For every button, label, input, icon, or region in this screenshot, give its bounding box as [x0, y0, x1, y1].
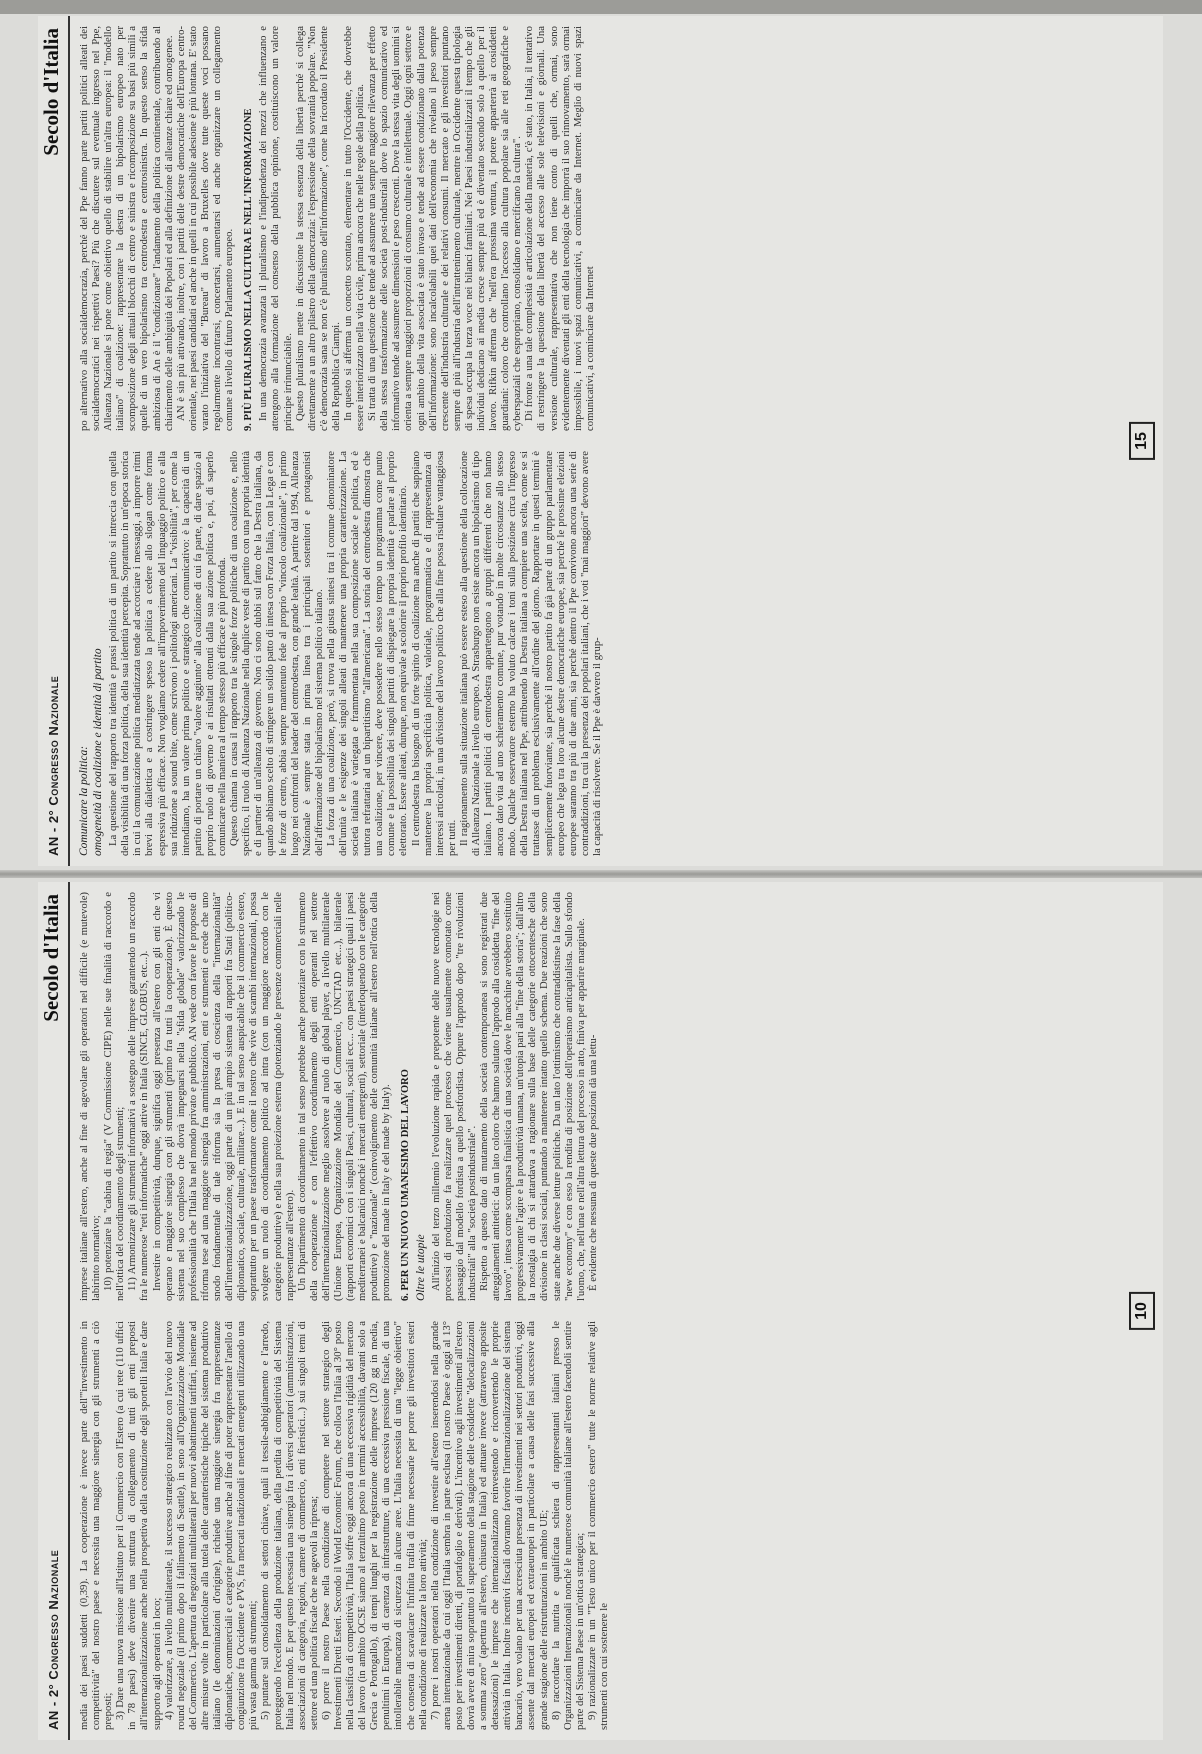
paragraph: 6) porre il nostro Paese nella condizione di competere nel settore strategico degli Investimenti Diretti Esteri. Secondo il World Economic Forum, che colloca l'Italia al 30° posto nella classifica di competitività, l'Italia soffre oggi ancora di una eccessiva rigidità del mercato del lavoro (in ambito OCSE siamo al terzultimo posto in termini accessibilità, davanti solo a Grecia e Portogallo), di tempi lunghi per la registrazione delle imprese (120 gg in media, penultimi in Europa), di carenza di infrastrutture, di una eccessiva pressione fiscale, di una intollerabile mancanza di sicurezza in alcune aree. L'Italia necessita di una "legge obiettivo" che consenta di scavalcare l'infinita trafila di firme necessarie per porre gli investitori esteri nella condizione di realizzare la loro attività; [319, 1321, 429, 1730]
congress-header: AN - 2° Congresso Nazionale [46, 675, 61, 856]
paragraph: In questo si afferma un concetto scontato, elementare in tutto l'Occidente, che dovrebbe essere interiorizzato nella vita civile, prima ancora che nelle regole della politica. [341, 26, 367, 431]
section-heading: 9. PIÙ PLURALISMO NELLA CULTURA E NELL'INFORMAZIONE [243, 108, 255, 431]
newspaper-title: Secolo d'Italia [39, 894, 63, 1022]
paragraph: AN è sin più attivando, inoltre, con i partiti delle destre democratiche dell'Europa centro-orientale, nei paesi candidati ed anche in quelli in cui possibile adesione è più lontana. E' stato varato l'iniziativa del "Bureau" di lavoro a Bruxelles dove tutte queste voci possano regolarmente incontrarsi, concertarsi, aumentarsi ed anche organizzare un collegamento comune a livello di futuro Parlamento europeo. [174, 26, 236, 431]
newspaper-title: Secolo d'Italia [39, 28, 63, 156]
paragraph: 5) puntare sul consolidamento di settori chiave, quali il tessile-abbigliamento e l'arredo, proteggendo l'eccellenza della produzione italiana, della perdita di competitività del Sistema Italia nel mondo. E per questo necessaria una sinergia fra i diversi operatori (amministrazioni, associazioni di categoria, regioni, camere di commercio, enti fieristici...) sui singoli temi di settore ed una politica fiscale che ne agevoli la ripresa; [259, 1321, 320, 1730]
paragraph: Rispetto a questo dato di mutamento della società contemporanea si sono registrati due atteggiamenti antitetici: da un lato coloro che hanno salutato l'approdo alla cosiddetta "fine del lavoro", intesa come scomparsa finalistica di una società dove le macchine avrebbero sostituito progressivamente l'agire e la produttività umana, un'utopia pari alla "fine della storia"; dall'altro la nostalgia di chi si attardava a ragionare sulla base delle categorie ottocentesche della divisione in classi sociali, puntando a mantenere intatto quello schema. Due reazioni che sono state anche due diverse letture politiche. Da un lato l'ottimismo che contraddistinse la fase della "new economy" e con esso la rendita di posizione dell'operaismo anticapitalista. Sullo sfondo l'uomo, che, nell'una e nell'altra lettura del processo in atto, finiva per apparire marginale. [478, 892, 587, 1301]
paragraph: Il centrodestra ha bisogno di un forte spirito di coalizione ma anche di partiti che sappiano mantenere la propria specificità politica, valoriale, programmatica e di rappresentanza di interessi articolati, in una divisione del lavoro politico che alla fine possa risultare vantaggiosa per tutti. [409, 451, 458, 856]
paragraph: In una democrazia avanzata il pluralismo e l'indipendenza dei mezzi che influenzano e attengono alla formazione del consenso della pubblica opinione, costituiscono un valore principe irrinunciabile. [257, 26, 294, 431]
paragraph: 11) Armonizzare gli strumenti informativi a sostegno delle imprese garantendo un raccordo fra le numerose "reti informatiche" oggi attive in Italia (SINCE, GLOBUS, etc...). [126, 892, 151, 1301]
page-header [38, 16, 70, 866]
column-1 [78, 451, 1113, 856]
paragraph: 7) porre i nostri operatori nella condizione di investire all'estero inserendosi nella grande arena internazionale da cui oggi l'Italia sembra in parte esclusa (il nostro Paese è oggi al 13° posto per investimenti diretti, di portafoglio e derivati). L'incentivo agli investimenti all'estero dovrà avere di mira soprattutto il superamento della stagione delle cosiddette "delocalizzazioni a somma zero" (apertura all'estero, chiusura in Italia) ed attuare invece (attraverso apposite detassazioni) le imprese che internazionalizzano reinvestendo e riconvertendo le proprie attività in Italia. Inoltre incentivi fiscali dovranno favorire l'internazionalizzazione del sistema bancario, vero volano per una accresciuta presenza di investimenti nei settori produttivi, oggi assente dal mercati europei ed extraeuropei in particolare a causa delle fasi successive alla grande stagione delle ristrutturazioni in ambito UE; [428, 1321, 550, 1730]
page-fold [0, 870, 1202, 878]
subheading: Oltre le utopie [414, 1234, 427, 1301]
paragraph: La questione del rapporto tra identità e prassi politica di un partito si intreccia con quella della visibilità di una forza politica, della sua identità percepita. Soprattutto in un'epoca storica in cui la comunicazione politica mediatizzata tende ad accorciare i messaggi, a imporre ritmi brevi alla dialettica e a costringere spesso la politica a cedere allo slogan come forma espressiva più efficace. Non vogliamo cedere all'impoverimento del linguaggio politico e alla sua riduzione a sound bite, come scrivono i politologi americani. La "visibilità", per come la intendiamo, ha un valore prima politico e strategico che comunicativo: è la capacità di un partito di portare un chiaro "valore aggiunto" alla coalizione di cui fa parte, di dare spazio al proprio ruolo di governo e ai risultati ottenuti dalla sua azione politica e, poi, di saperlo comunicare nella maniera al tempo stesso più efficace e più profonda. [107, 451, 229, 856]
paragraph: Si tratta di una questione che tende ad assumere una sempre maggiore rilevanza per effetto della stessa trasformazione delle società post-industriali dove lo spazio comunicativo ed informativo tende ad assumere dimensioni e peso crescenti. Dove la stessa vita degli uomini si orienta a sempre maggiori proporzioni di consumo culturale e intellettuale. Oggi ogni settore e ogni ambito della vita associata è stato invaso e tende ad essere condizionato dalla potenza dell'informazione: sono incalcolabili quei dati dell'economia che rivelano il peso sempre crescente dell'industria culturale e dei relativi consumi. Il mercato e gli investitori puntano sempre di più all'industria dell'intrattenimento culturale, mentre in Occidente questa tipologia di spesa occupa la terza voce nei bilanci familiari. Nei Paesi industrializzati il tempo che gli individui dedicano ai media cresce sempre più ed è diventato secondo solo a quello per il lavoro. Rifkin afferma che "nell'era prossima ventura, il potere apparterrà ai cosiddetti guardiani: coloro che controllano l'accesso alla cultura popolare sia alle reti geografiche e cyberspaziali che espropriano, consolidano e mercificano la cultura". [366, 26, 524, 431]
paragraph: Il ragionamento sulla situazione italiana può essere esteso alla questione della collocazione di Alleanza Nazionale a livello europeo. A Strasburgo non esiste ancora un bipolarismo di tipo italiano. I partiti politici di centrodestra appartengono a gruppi differenti che non hanno ancora dato vita ad uno schieramento comune, pur votando in molte circostanze allo stesso modo. Qualche osservatore esterno ha voluto calcare i toni sulla posizione circa l'ingresso della Destra italiana nel Ppe, attribuendo la Destra italiana a compiere una scelta, come se si trattasse di un problema esclusivamente all'ordine del giorno. Rapportare in questi termini è semplicemente fuorviante, sia perché il nostro partito fa già parte di un gruppo parlamentare europeo che lega tra loro alcune destre democratiche europee, sia perché le prossime elezioni europee saranno tra più di due anni, sia perché dentro il Ppe convivono ancora una serie di contraddizioni, tra cui la presenza dei popolari italiani, che i voti "mai maggiori" devono avere la capacità di risolvere. Se il Ppe è davvero il grup- [457, 451, 603, 856]
subheading: omogeneità di coalizione e identità di partito [92, 648, 105, 856]
column-2 [78, 26, 1113, 431]
paragraph: 4) valorizzare, a livello multilaterale, il successo strategico realizzato con l'avvio del nuovo round negoziale (il primo dopo il fallimento di Seattle), in seno all'Organizzazione Mondiale del Commercio. L'apertura di negoziati multilaterali per nuovi abbattimenti tariffari, insieme ad altre misure volte in particolare alla tutela delle caratteristiche tipiche del sistema produttivo italiano (le denominazioni d'origine), richiede una maggiore sinergia fra rappresentanze diplomatiche, commerciali e categorie produttive anche al fine di poter rappresentare l'anello di congiunzione fra Occidente e PVS, fra mercati tradizionali e mercati emergenti utilizzando una più vasta gamma di strumenti; [162, 1321, 260, 1730]
paragraph: All'inizio del terzo millennio l'evoluzione rapida e prepotente delle nuove tecnologie nei processi di produzione fa realizzare quel processo che viene usualmente connotato come passaggio dal modello fordista a quello postfordista. Oppure l'approdo dopo "tre rivoluzioni industriali" alla "società postindustriale". [429, 892, 478, 1301]
paragraph: po alternativo alla socialdemocrazia, perché del Ppe fanno parte partiti politici alleati dei socialdemocratici nei rispettivi Paesi? Più che discutere sul eventuale ingresso nel Ppe, Alleanza Nazionale si pone come obiettivo quello di stabilire un'altra europea: il "modello italiano" di coalizione: rappresentare la destra di un bipolarismo europeo nato per scomposizione degli attuali blocchi di centro e sinistra e ricomposizione su basi più simili a quelle di un vero bipolarismo tra centrodestra e centrosinistra. In questo senso la sfida ambiziosa di An è il "condizionare" l'andamento della politica continentale, contribuendo al chiarimento delle ambiguità dei Popolari ed alla definizione di alleanze chiare ed omogenee. [78, 26, 175, 431]
congress-header: AN - 2° Congresso Nazionale [46, 1549, 61, 1730]
spread-edge [0, 0, 1202, 14]
paragraph: 10) potenziare la "cabina di regia" (V Commissione CIPE) nelle sue finalità di raccordo e nell'ottica del coordinamento degli strumenti; [102, 892, 127, 1301]
left-page [38, 882, 1163, 1740]
paragraph: media dei paesi suddetti (0,39). La cooperazione è invece parte dell'"investimento in competitività" del nostro paese e necessita una maggiore sinergia con gli strumenti a ciò preposti; [78, 1321, 115, 1730]
paragraph: Di fronte a una tale complessità e articolazione della materia, c'è stato, in Italia, il tentativo di restringere la questione della libertà del accesso alle sole televisioni e giornali. Una versione culturale, rappresentativa che non tiene conto di quelli che, ormai, sono evidentemente diventati gli enti della tecnologia che imporrà il suo rinnovamento, sarà ormai impossibile, i nuovi spazi comunicativi, a cominciare da Internet. Meglio di nuovi spazi comunicativi, a cominciare da Internet [523, 26, 596, 431]
page-number: 10 [1129, 1292, 1155, 1330]
section-heading: 6. PER UN NUOVO UMANESIMO DEL LAVORO [400, 1069, 412, 1301]
paragraph: 3) Dare una nuova missione all'Istituto per il Commercio con l'Estero (a cui rete (110 uffici in 78 paesi) deve divenire una struttura di collegamento di tutti gli enti preposti all'internazionalizzazione anche nella prospettiva della costituzione degli sportelli Italia e dare supporto agli operatori in loco; [114, 1321, 163, 1730]
paragraph: 8) raccordare la nutrita e qualificata schiera di rappresentanti italiani presso le Organizzazioni Internazionali nonché le numerose comunità italiane all'estero facendoli sentire parte del Sistema Paese in un'ottica strategica; [549, 1321, 586, 1730]
paragraph: Investire in competitività, dunque, significa oggi presenza all'estero con gli enti che vi operano e maggiore sinergia con gli strumenti (primo fra tutti la cooperazione). È questo sistema nel suo complesso che dovrà impegnarsi nella "sfida globale" valorizzando le professionalità che l'Italia ha nel mondo privato e pubblico. AN vede con favore le proposte di riforma tese ad una maggiore sinergia fra amministrazioni, enti e strumenti e crede che uno snodo fondamentale di tale riforma sia la presa di coscienza della "internazionalità" dell'internazionalizzazione, oggi parte di un più ampio sistema di rapporti fra Stati (politico-diplomatico, sociale, culturale, militare...). E in tal senso auspicabile che il commercio estero, soprattutto per un paese trasformatore come il nostro che vive di scambi internazionali, possa svolgere un ruolo di coordinamento politico ad intra (con un maggiore raccordo con le categorie produttive) e nella sua proiezione esterna (potenziando le presenze commerciali nelle rappresentanze all'estero). [150, 892, 296, 1301]
page-header [38, 882, 70, 1740]
paragraph: Un Dipartimento di coordinamento in tal senso potrebbe anche potenziare con lo strumento della cooperazione e con l'effettivo coordinamento degli enti operanti nel settore dell'internazionalizzazione meglio assolvere al ruolo di global player, a livello multilaterale (Unione Europea, Organizzazione Mondiale del Commercio, UNCTAD etc...), bilaterale (rapporti economici con i singoli Paesi, culturali, sociali ecc... con paesi strategici quali i paesi mediterranei e balcanici nonché i mercati emergenti), settoriale (interloquendo con le categorie produttive) e "nazionale" (coinvolgimento delle comunità italiane all'estero nell'ottica della promozione del made in Italy e del made by Italy). [295, 892, 393, 1301]
text-columns [78, 26, 1113, 856]
paragraph: Questo chiama in causa il rapporto tra le singole forze politiche di una coalizione e, nello specifico, il ruolo di Alleanza Nazionale nella duplice veste di partito con una propria identità e di partner di un'alleanza di governo. Non ci sono dubbi sul fatto che la Destra italiana, da quando abbiamo scelto di stringere un solido patto di intesa con Forza Italia, con la Lega e con le forze di centro, abbia sempre mantenuto fede al proprio "vincolo coalizionale", in primo luogo nei confronti del leader del centrodestra, con grande lealtà. A partire dal 1994, Alleanza Nazionale è sempre stata in prima linea tra i principali sostenitori e protagonisti dell'affermazione del bipolarismo nel sistema politico italiano. [228, 451, 325, 856]
paragraph: Questo pluralismo mette in discussione la stessa essenza della libertà perché si collega direttamente a un altro pilastro della democrazia: l'espressione della sovranità popolare. "Non c'è democrazia sana se non c'è pluralismo dell'informazione", come ha ricordato il Presidente della Repubblica Ciampi. [293, 26, 342, 431]
text-columns [78, 892, 1113, 1730]
paragraph: imprese italiane all'estero, anche al fine di agevolare gli operatori nel difficile (e mutevole) labirinto normativo; [78, 892, 103, 1301]
subheading: Comunicare la politica: [78, 745, 90, 856]
column-1 [78, 1321, 1113, 1730]
right-page [38, 16, 1163, 866]
column-2 [78, 892, 1113, 1301]
paragraph: 9) razionalizzare in un "Testo unico per il commercio estero" tutte le norme relative agli strumenti con cui sostenere le [585, 1321, 611, 1730]
paragraph: La forza di una coalizione, però, si trova nella giusta sintesi tra il comune denominatore dell'unità e le esigenze dei singoli alleati di mantenere una propria caratterizzazione. La società italiana è variegata e frammentata nella sua composizione sociale e politica, ed è tuttora refrattaria ad un bipartitismo "all'americana". La storia del centrodestra dimostra che una coalizione, per vincere, deve possedere nello stesso tempo un programma come punto comune e la possibilità dei singoli partiti di dispiegare la propria identità e parlare al proprio elettorato. Essere alleati, dunque, non equivale a scolorire il proprio profilo identitario. [324, 451, 410, 856]
page-number: 15 [1129, 422, 1155, 460]
paragraph: È evidente che nessuna di queste due posizioni dà una lettu- [586, 1034, 599, 1291]
